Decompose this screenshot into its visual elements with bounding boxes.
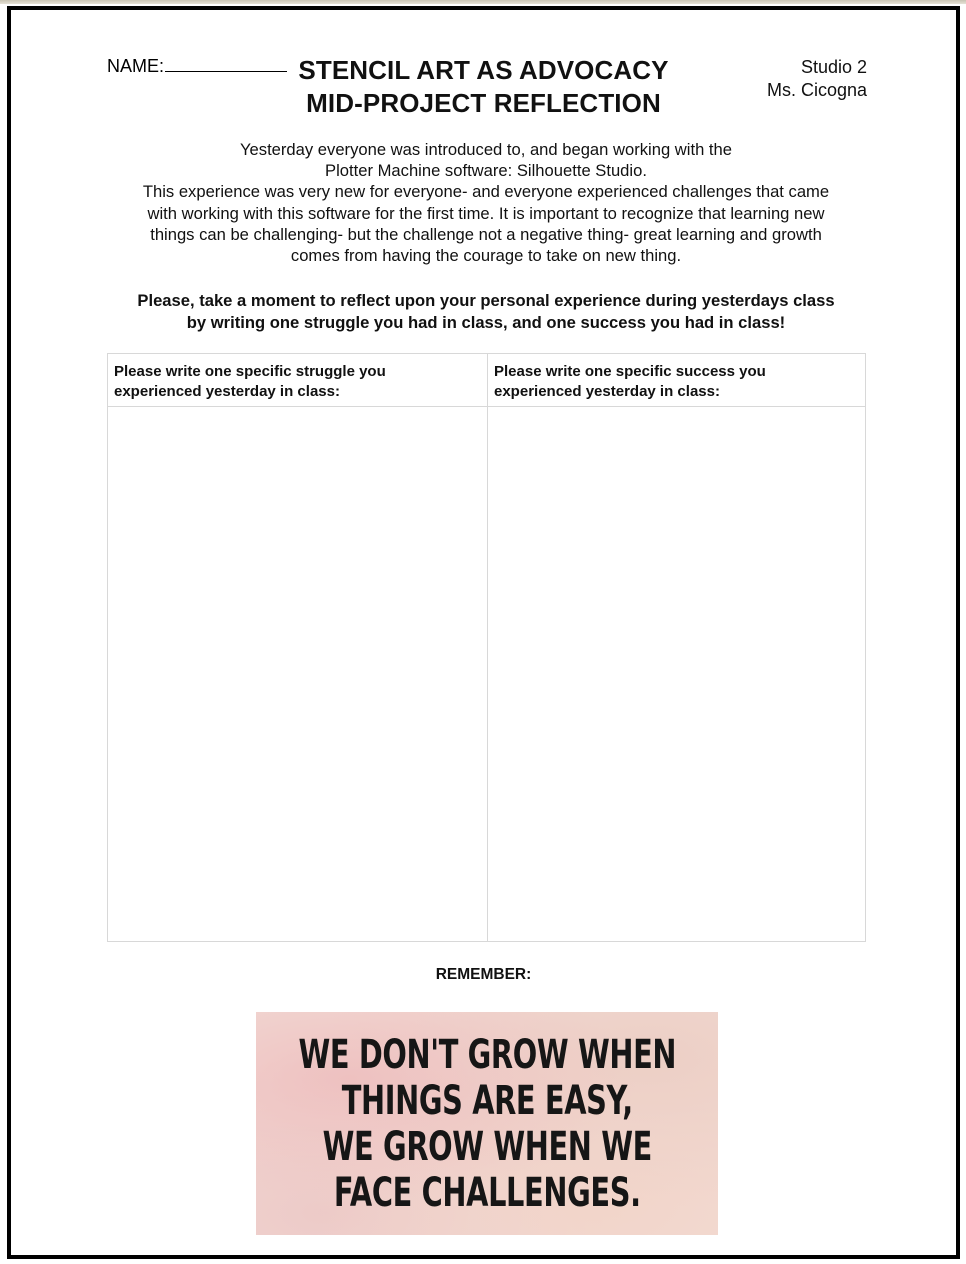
quote-text (298, 1032, 676, 1216)
success-header-line: experienced yesterday in class: (494, 382, 720, 400)
quote-line: THINGS ARE EASY, (341, 1077, 633, 1124)
intro-line: things can be challenging- but the challenge not a negative thing- great learning and growth (150, 224, 822, 244)
intro-line: with working with this software for the first time. It is important to recognize that learning new (147, 203, 825, 223)
reflection-table (107, 353, 866, 942)
quote-line: WE DON'T GROW WHEN (298, 1031, 676, 1078)
prompt-line: by writing one struggle you had in class, and one success you had in class! (186, 312, 786, 332)
studio-label: Studio 2 (800, 57, 867, 77)
name-label: NAME: (107, 56, 165, 76)
title-line-2: MID-PROJECT REFLECTION (306, 88, 661, 118)
teacher-name: Ms. Cicogna (766, 80, 867, 100)
intro-line: Yesterday everyone was introduced to, and began working with the (240, 140, 732, 159)
quote-line: FACE CHALLENGES. (333, 1169, 641, 1216)
success-header-line: Please write one specific success you (494, 363, 766, 380)
quote-line: WE GROW WHEN WE (322, 1123, 652, 1170)
intro-line: comes from having the courage to take on new thing. (290, 246, 682, 266)
worksheet-page (7, 6, 960, 1259)
intro-paragraph (101, 139, 871, 266)
success-answer-area[interactable] (488, 407, 865, 941)
top-edge (0, 0, 966, 4)
success-header (494, 362, 854, 401)
struggle-header-line: Please write one specific struggle you (114, 363, 386, 380)
intro-line: Plotter Machine software: Silhouette Studio. (325, 161, 647, 181)
intro-line: This experience was very new for everyone- and everyone experienced challenges that came (142, 182, 830, 202)
class-info (767, 56, 867, 102)
struggle-header (114, 362, 474, 401)
struggle-answer-area[interactable] (108, 407, 487, 941)
struggle-header-line: experienced yesterday in class: (114, 382, 340, 400)
title-line-1: STENCIL ART AS ADVOCACY (298, 55, 669, 85)
quote-image (256, 1012, 718, 1235)
prompt-line: Please, take a moment to reflect upon your personal experience during yesterdays class (137, 291, 835, 310)
remember-label: REMEMBER: (435, 966, 532, 983)
reflection-prompt (91, 290, 881, 333)
